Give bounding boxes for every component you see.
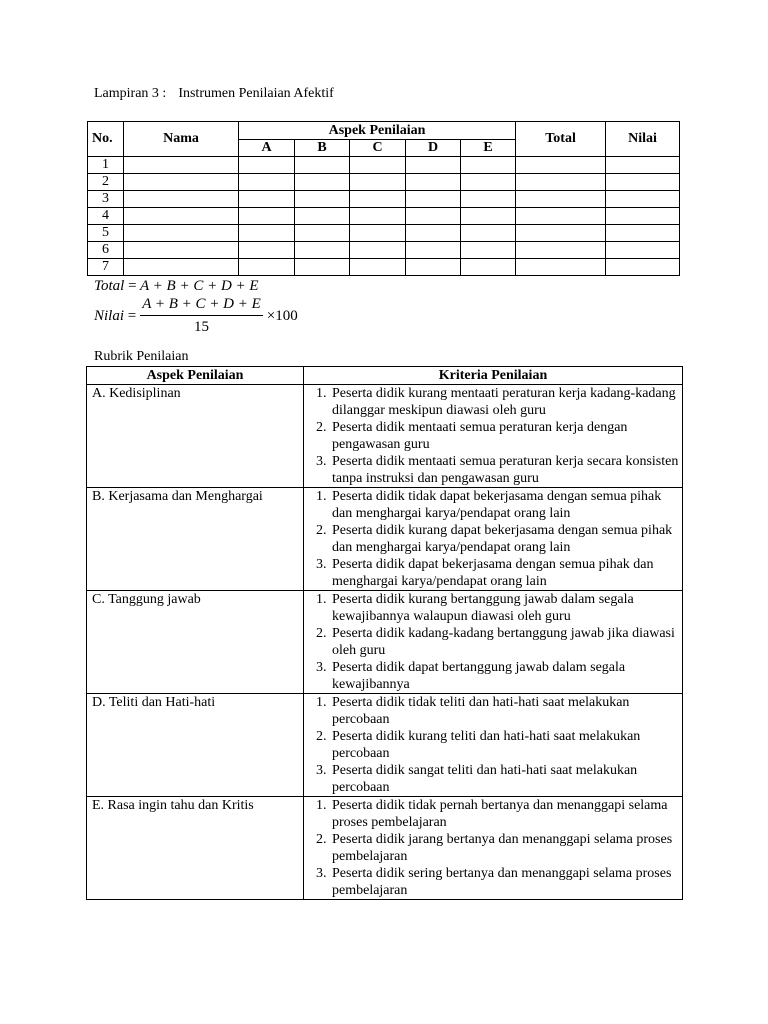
criteria-list [304,385,682,487]
aspect-c-cell [350,157,406,174]
score-row [88,259,680,276]
aspect-e-cell [461,225,516,242]
appendix-label: Lampiran 3 : [94,86,167,101]
aspect-e-cell [461,157,516,174]
nama-cell [124,157,239,174]
aspect-a-cell [239,174,295,191]
aspect-e-cell [461,242,516,259]
sub-col-a: A [239,140,295,157]
criteria-item: 1. Peserta didik tidak pernah bertanya dan menanggapi selama proses pembelajaran [330,797,682,831]
aspect-b-cell [295,157,350,174]
rubric-criteria [304,694,683,797]
rubric-title: Rubrik Penilaian [94,349,189,364]
aspect-e-cell [461,259,516,276]
criteria-list [304,591,682,693]
aspect-d-cell [406,174,461,191]
aspect-a-cell [239,259,295,276]
total-formula-rhs: A + B + C + D + E [140,278,259,294]
row-number: 5 [88,225,124,242]
total-cell [516,208,606,225]
rubric-col-aspek-header: Aspek Penilaian [87,367,304,385]
nama-cell [124,225,239,242]
aspect-c-cell [350,191,406,208]
rubric-aspect: E. Rasa ingin tahu dan Kritis [87,797,304,900]
criteria-item: 2. Peserta didik jarang bertanya dan menanggapi selama proses pembelajaran [330,831,682,865]
total-formula: Total = A + B + C + D + E [94,278,259,294]
rubric-col-kriteria-header: Kriteria Penilaian [304,367,683,385]
score-row [88,157,680,174]
aspect-d-cell [406,191,461,208]
criteria-item: 1. Peserta didik tidak teliti dan hati-hati saat melakukan percobaan [330,694,682,728]
rubric-row [87,694,683,797]
rubric-row [87,488,683,591]
nilai-cell [606,259,680,276]
rubric-row [87,385,683,488]
criteria-item: 3. Peserta didik sangat teliti dan hati-hati saat melakukan percobaan [330,762,682,796]
score-row [88,191,680,208]
aspect-b-cell [295,242,350,259]
score-row [88,208,680,225]
criteria-item: 2. Peserta didik kadang-kadang bertanggung jawab jika diawasi oleh guru [330,625,682,659]
sub-col-b: B [295,140,350,157]
criteria-list [304,694,682,796]
sub-col-e: E [461,140,516,157]
nilai-denominator: 15 [194,319,209,335]
nilai-cell [606,157,680,174]
total-cell [516,191,606,208]
rubric-criteria [304,488,683,591]
col-aspek-header: Aspek Penilaian [239,122,516,140]
aspect-a-cell [239,242,295,259]
nilai-numerator: A + B + C + D + E [140,296,263,316]
aspect-a-cell [239,157,295,174]
aspect-c-cell [350,208,406,225]
total-cell [516,174,606,191]
document-title: Instrumen Penilaian Afektif [178,86,334,101]
row-number: 7 [88,259,124,276]
aspect-a-cell [239,225,295,242]
aspect-d-cell [406,208,461,225]
nama-cell [124,242,239,259]
score-row [88,225,680,242]
aspect-c-cell [350,225,406,242]
aspect-e-cell [461,191,516,208]
aspect-d-cell [406,225,461,242]
criteria-item: 2. Peserta didik kurang dapat bekerjasama dengan semua pihak dan menghargai karya/pendapat orang lain [330,522,682,556]
row-number: 2 [88,174,124,191]
aspect-b-cell [295,225,350,242]
aspect-e-cell [461,208,516,225]
aspect-c-cell [350,259,406,276]
nilai-cell [606,242,680,259]
criteria-item: 1. Peserta didik kurang bertanggung jawab dalam segala kewajibannya walaupun diawasi oleh guru [330,591,682,625]
col-total-header: Total [516,122,606,157]
document-heading [94,86,334,102]
rubric-aspect: A. Kedisiplinan [87,385,304,488]
total-cell [516,157,606,174]
criteria-item: 3. Peserta didik sering bertanya dan menanggapi selama proses pembelajaran [330,865,682,899]
nilai-cell [606,191,680,208]
criteria-item: 2. Peserta didik kurang teliti dan hati-hati saat melakukan percobaan [330,728,682,762]
nama-cell [124,208,239,225]
nilai-cell [606,208,680,225]
rubric-aspect: C. Tanggung jawab [87,591,304,694]
nilai-cell [606,225,680,242]
aspect-d-cell [406,157,461,174]
nilai-multiplier: ×100 [266,307,298,324]
nilai-formula: Nilai = $\frac{A + B + C + D + E}{15}$ ×100 [94,296,298,335]
rubric-aspect: B. Kerjasama dan Menghargai [87,488,304,591]
rubric-row [87,591,683,694]
score-table [87,121,680,276]
aspect-c-cell [350,174,406,191]
row-number: 3 [88,191,124,208]
row-number: 1 [88,157,124,174]
rubric-criteria [304,591,683,694]
rubric-aspect: D. Teliti dan Hati-hati [87,694,304,797]
total-formula-lhs: Total [94,278,125,294]
aspect-d-cell [406,242,461,259]
aspect-e-cell [461,174,516,191]
rubric-criteria [304,797,683,900]
total-cell [516,259,606,276]
sub-col-c: C [350,140,406,157]
nama-cell [124,191,239,208]
nama-cell [124,259,239,276]
row-number: 4 [88,208,124,225]
criteria-list [304,488,682,590]
criteria-item: 3. Peserta didik mentaati semua peraturan kerja secara konsisten tanpa instruksi dan pengawasan guru [330,453,682,487]
aspect-b-cell [295,259,350,276]
criteria-item: 1. Peserta didik tidak dapat bekerjasama dengan semua pihak dan menghargai karya/pendapat orang lain [330,488,682,522]
criteria-item: 2. Peserta didik mentaati semua peraturan kerja dengan pengawasan guru [330,419,682,453]
score-row [88,242,680,259]
rubric-criteria [304,385,683,488]
rubric-table [86,366,683,900]
nilai-fraction [140,296,263,336]
total-cell [516,225,606,242]
aspect-a-cell [239,191,295,208]
sub-col-d: D [406,140,461,157]
col-no-header: No. [88,122,124,157]
aspect-b-cell [295,191,350,208]
col-nama-header: Nama [124,122,239,157]
col-nilai-header: Nilai [606,122,680,157]
criteria-item: 1. Peserta didik kurang mentaati peraturan kerja kadang-kadang dilanggar meskipun diawasi oleh guru [330,385,682,419]
score-row [88,174,680,191]
nama-cell [124,174,239,191]
aspect-d-cell [406,259,461,276]
aspect-b-cell [295,174,350,191]
aspect-c-cell [350,242,406,259]
rubric-row [87,797,683,900]
total-cell [516,242,606,259]
criteria-list [304,797,682,899]
criteria-item: 3. Peserta didik dapat bertanggung jawab dalam segala kewajibannya [330,659,682,693]
aspect-b-cell [295,208,350,225]
criteria-item: 3. Peserta didik dapat bekerjasama dengan semua pihak dan menghargai karya/pendapat orang lain [330,556,682,590]
row-number: 6 [88,242,124,259]
nilai-formula-lhs: Nilai [94,307,125,324]
aspect-a-cell [239,208,295,225]
nilai-cell [606,174,680,191]
